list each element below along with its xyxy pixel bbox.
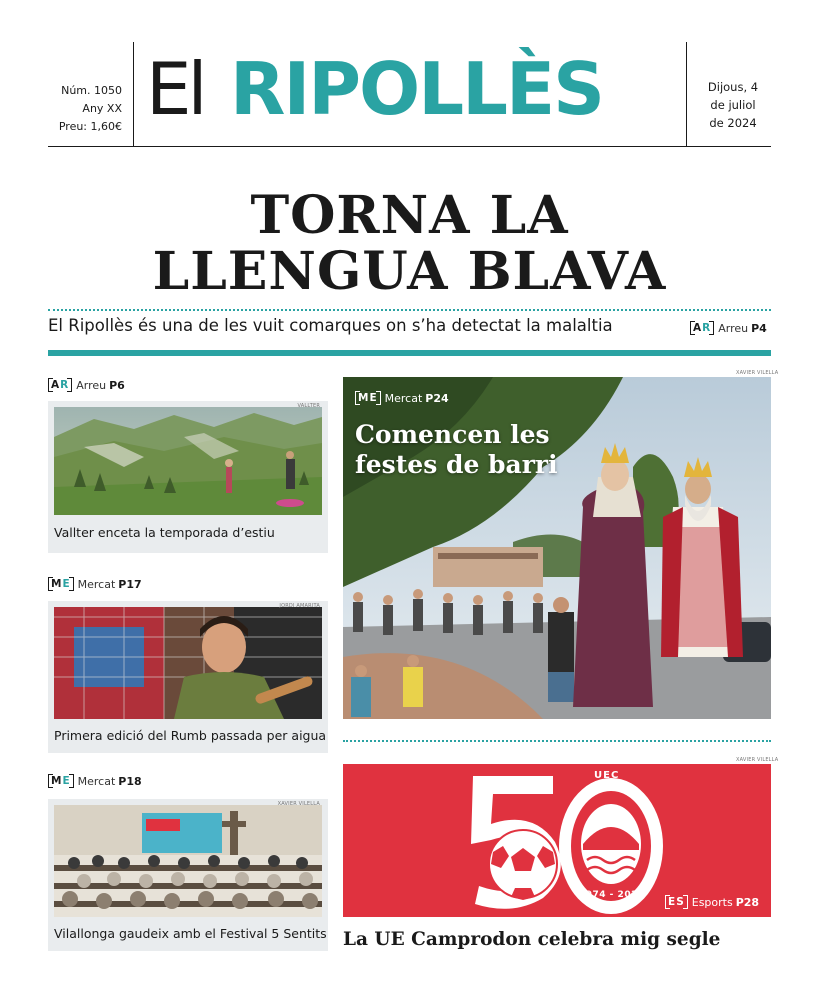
uec-50-anniversary-panel[interactable] (343, 764, 771, 917)
main-story-headline (355, 420, 558, 480)
issue-date (695, 78, 771, 132)
main-photo-credit: XAVIER VILELLA (736, 370, 779, 376)
section-name: Esports (691, 895, 733, 909)
story-photo-5sentits (54, 805, 322, 917)
logo-ripolles: RIPOLLÈS (230, 47, 604, 131)
story-2-tag[interactable] (48, 577, 142, 591)
section-code: ME (48, 774, 74, 788)
date-line-3: de 2024 (709, 116, 757, 130)
photo-credit: VALLTER (297, 403, 320, 409)
uec-logo-years: 1974 - 2024 (579, 890, 645, 900)
section-name: Arreu (76, 378, 107, 392)
dotted-rule-right (343, 740, 771, 742)
main-headline-line-1: Comencen les (355, 420, 550, 449)
teal-rule (48, 350, 771, 356)
story-photo-rumb (54, 607, 322, 719)
date-line-2: de juliol (710, 98, 756, 112)
uec-logo-text: UEC (594, 770, 620, 781)
masthead-rule (48, 146, 771, 147)
issue-price: Preu: 1,60€ (58, 120, 122, 133)
main-story-tag[interactable] (355, 391, 449, 405)
story-card-rumb[interactable] (48, 601, 328, 753)
story-caption: Primera edició del Rumb passada per aigua (54, 728, 327, 743)
section-code: AR (48, 378, 72, 392)
sports-story-tag[interactable] (665, 895, 759, 909)
story-3-tag[interactable] (48, 774, 142, 788)
issue-year: Any XX (82, 102, 122, 115)
section-page: P28 (735, 895, 760, 909)
lead-headline-line-1: TORNA LA (250, 185, 569, 246)
section-page: P6 (109, 378, 125, 392)
section-code: AR (690, 321, 714, 335)
masthead-divider-left (133, 42, 134, 146)
section-name: Mercat (384, 391, 423, 405)
section-name: Arreu (718, 321, 749, 335)
issue-info (48, 82, 122, 136)
section-code: ME (48, 577, 74, 591)
lead-section-tag[interactable] (690, 321, 767, 335)
lead-subhead: El Ripollès és una de les vuit comarques on s’ha detectat la malaltia (48, 316, 613, 335)
section-page: P17 (118, 577, 142, 591)
section-name: Mercat (77, 774, 116, 788)
masthead-divider-right (686, 42, 687, 146)
section-page: P18 (118, 774, 142, 788)
section-name: Mercat (77, 577, 116, 591)
dotted-rule-top (48, 309, 771, 311)
photo-credit: JORDI AMARITA (279, 603, 320, 609)
section-code: ES (665, 895, 688, 909)
story-caption: Vilallonga gaudeix amb el Festival 5 Sentits (54, 926, 327, 941)
story-card-vallter[interactable] (48, 401, 328, 553)
story-photo-vallter (54, 407, 322, 515)
issue-number: Núm. 1050 (61, 84, 122, 97)
lead-headline-line-2: LLENGUA BLAVA (152, 241, 667, 302)
date-line-1: Dijous, 4 (707, 80, 759, 94)
lead-headline[interactable] (0, 185, 819, 302)
main-headline-line-2: festes de barri (355, 450, 558, 479)
sports-photo-credit: XAVIER VILELLA (736, 757, 779, 763)
story-caption: Vallter enceta la temporada d’estiu (54, 525, 275, 540)
section-page: P24 (425, 391, 449, 405)
sports-story-headline[interactable]: La UE Camprodon celebra mig segle (343, 929, 721, 950)
photo-credit: XAVIER VILELLA (277, 801, 320, 807)
logo-el: El (146, 47, 204, 131)
section-code: ME (355, 391, 381, 405)
story-1-tag[interactable] (48, 378, 125, 392)
story-card-5sentits[interactable] (48, 799, 328, 951)
section-page: P4 (751, 321, 767, 335)
